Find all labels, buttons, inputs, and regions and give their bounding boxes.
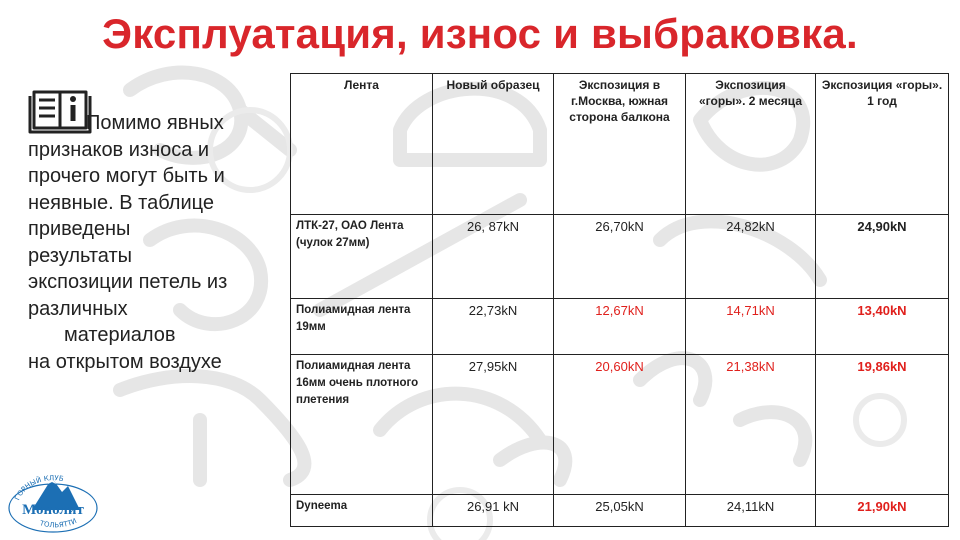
table-cell: 12,67kN bbox=[554, 299, 686, 355]
body-text-line: прочего могут быть и bbox=[28, 165, 225, 187]
body-text-line: Помимо явных bbox=[86, 112, 224, 134]
body-text-line: признаков износа и bbox=[28, 138, 210, 161]
table-cell: 27,95kN bbox=[433, 355, 554, 495]
table-cell: 13,40kN bbox=[816, 299, 949, 355]
body-text bbox=[28, 110, 278, 375]
row-name: Полиамидная лента 16мм очень плотного плетения bbox=[291, 355, 433, 495]
table-header-row bbox=[291, 74, 949, 215]
row-name: Dyneema bbox=[291, 495, 433, 527]
table-cell: 14,71kN bbox=[686, 299, 816, 355]
column-header: Лента bbox=[291, 74, 433, 215]
row-name: ЛТК-27, ОАО Лента (чулок 27мм) bbox=[291, 215, 433, 299]
column-header: Новый образец bbox=[433, 74, 554, 215]
table-cell: 22,73kN bbox=[433, 299, 554, 355]
table-row bbox=[291, 215, 949, 299]
table-cell: 25,05kN bbox=[554, 495, 686, 527]
logo-name: Монолит bbox=[22, 502, 84, 518]
table-cell: 26,91 kN bbox=[433, 495, 554, 527]
body-text-line: экспозиции петель из bbox=[28, 271, 228, 293]
table-cell: 21,38kN bbox=[686, 355, 816, 495]
body-text-line: неявные. В таблице bbox=[28, 191, 214, 214]
table-cell: 21,90kN bbox=[816, 495, 949, 527]
body-text-line: приведены bbox=[28, 218, 131, 240]
slide-title: Эксплуатация, износ и выбраковка. bbox=[102, 10, 858, 57]
body-text-line: результаты bbox=[28, 244, 132, 267]
table-cell: 24,90kN bbox=[816, 215, 949, 299]
results-table bbox=[290, 73, 949, 527]
table-cell: 26,70kN bbox=[554, 215, 686, 299]
book-info-icon bbox=[28, 84, 94, 134]
table-cell: 24,82kN bbox=[686, 215, 816, 299]
body-text-line: различных bbox=[28, 297, 128, 320]
table-cell: 19,86kN bbox=[816, 355, 949, 495]
table-row bbox=[291, 355, 949, 495]
column-header: Экспозиция «горы». 1 год bbox=[816, 74, 949, 215]
row-name: Полиамидная лента 19мм bbox=[291, 299, 433, 355]
body-text-line: на открытом воздухе bbox=[28, 350, 222, 373]
club-logo bbox=[4, 470, 102, 536]
table-cell: 20,60kN bbox=[554, 355, 686, 495]
logo-bottom-text: ТОЛЬЯТТИ bbox=[38, 516, 79, 530]
table-row bbox=[291, 299, 949, 355]
table-cell: 24,11kN bbox=[686, 495, 816, 527]
body-text-line: материалов bbox=[64, 324, 176, 346]
column-header: Экспозиция в г.Москва, южная сторона балкона bbox=[554, 74, 686, 215]
column-header: Экспозиция «горы». 2 месяца bbox=[686, 74, 816, 215]
table-row bbox=[291, 495, 949, 527]
table-cell: 26, 87kN bbox=[433, 215, 554, 299]
logo-top-text: ГОРНЫЙ КЛУБ bbox=[13, 474, 65, 502]
